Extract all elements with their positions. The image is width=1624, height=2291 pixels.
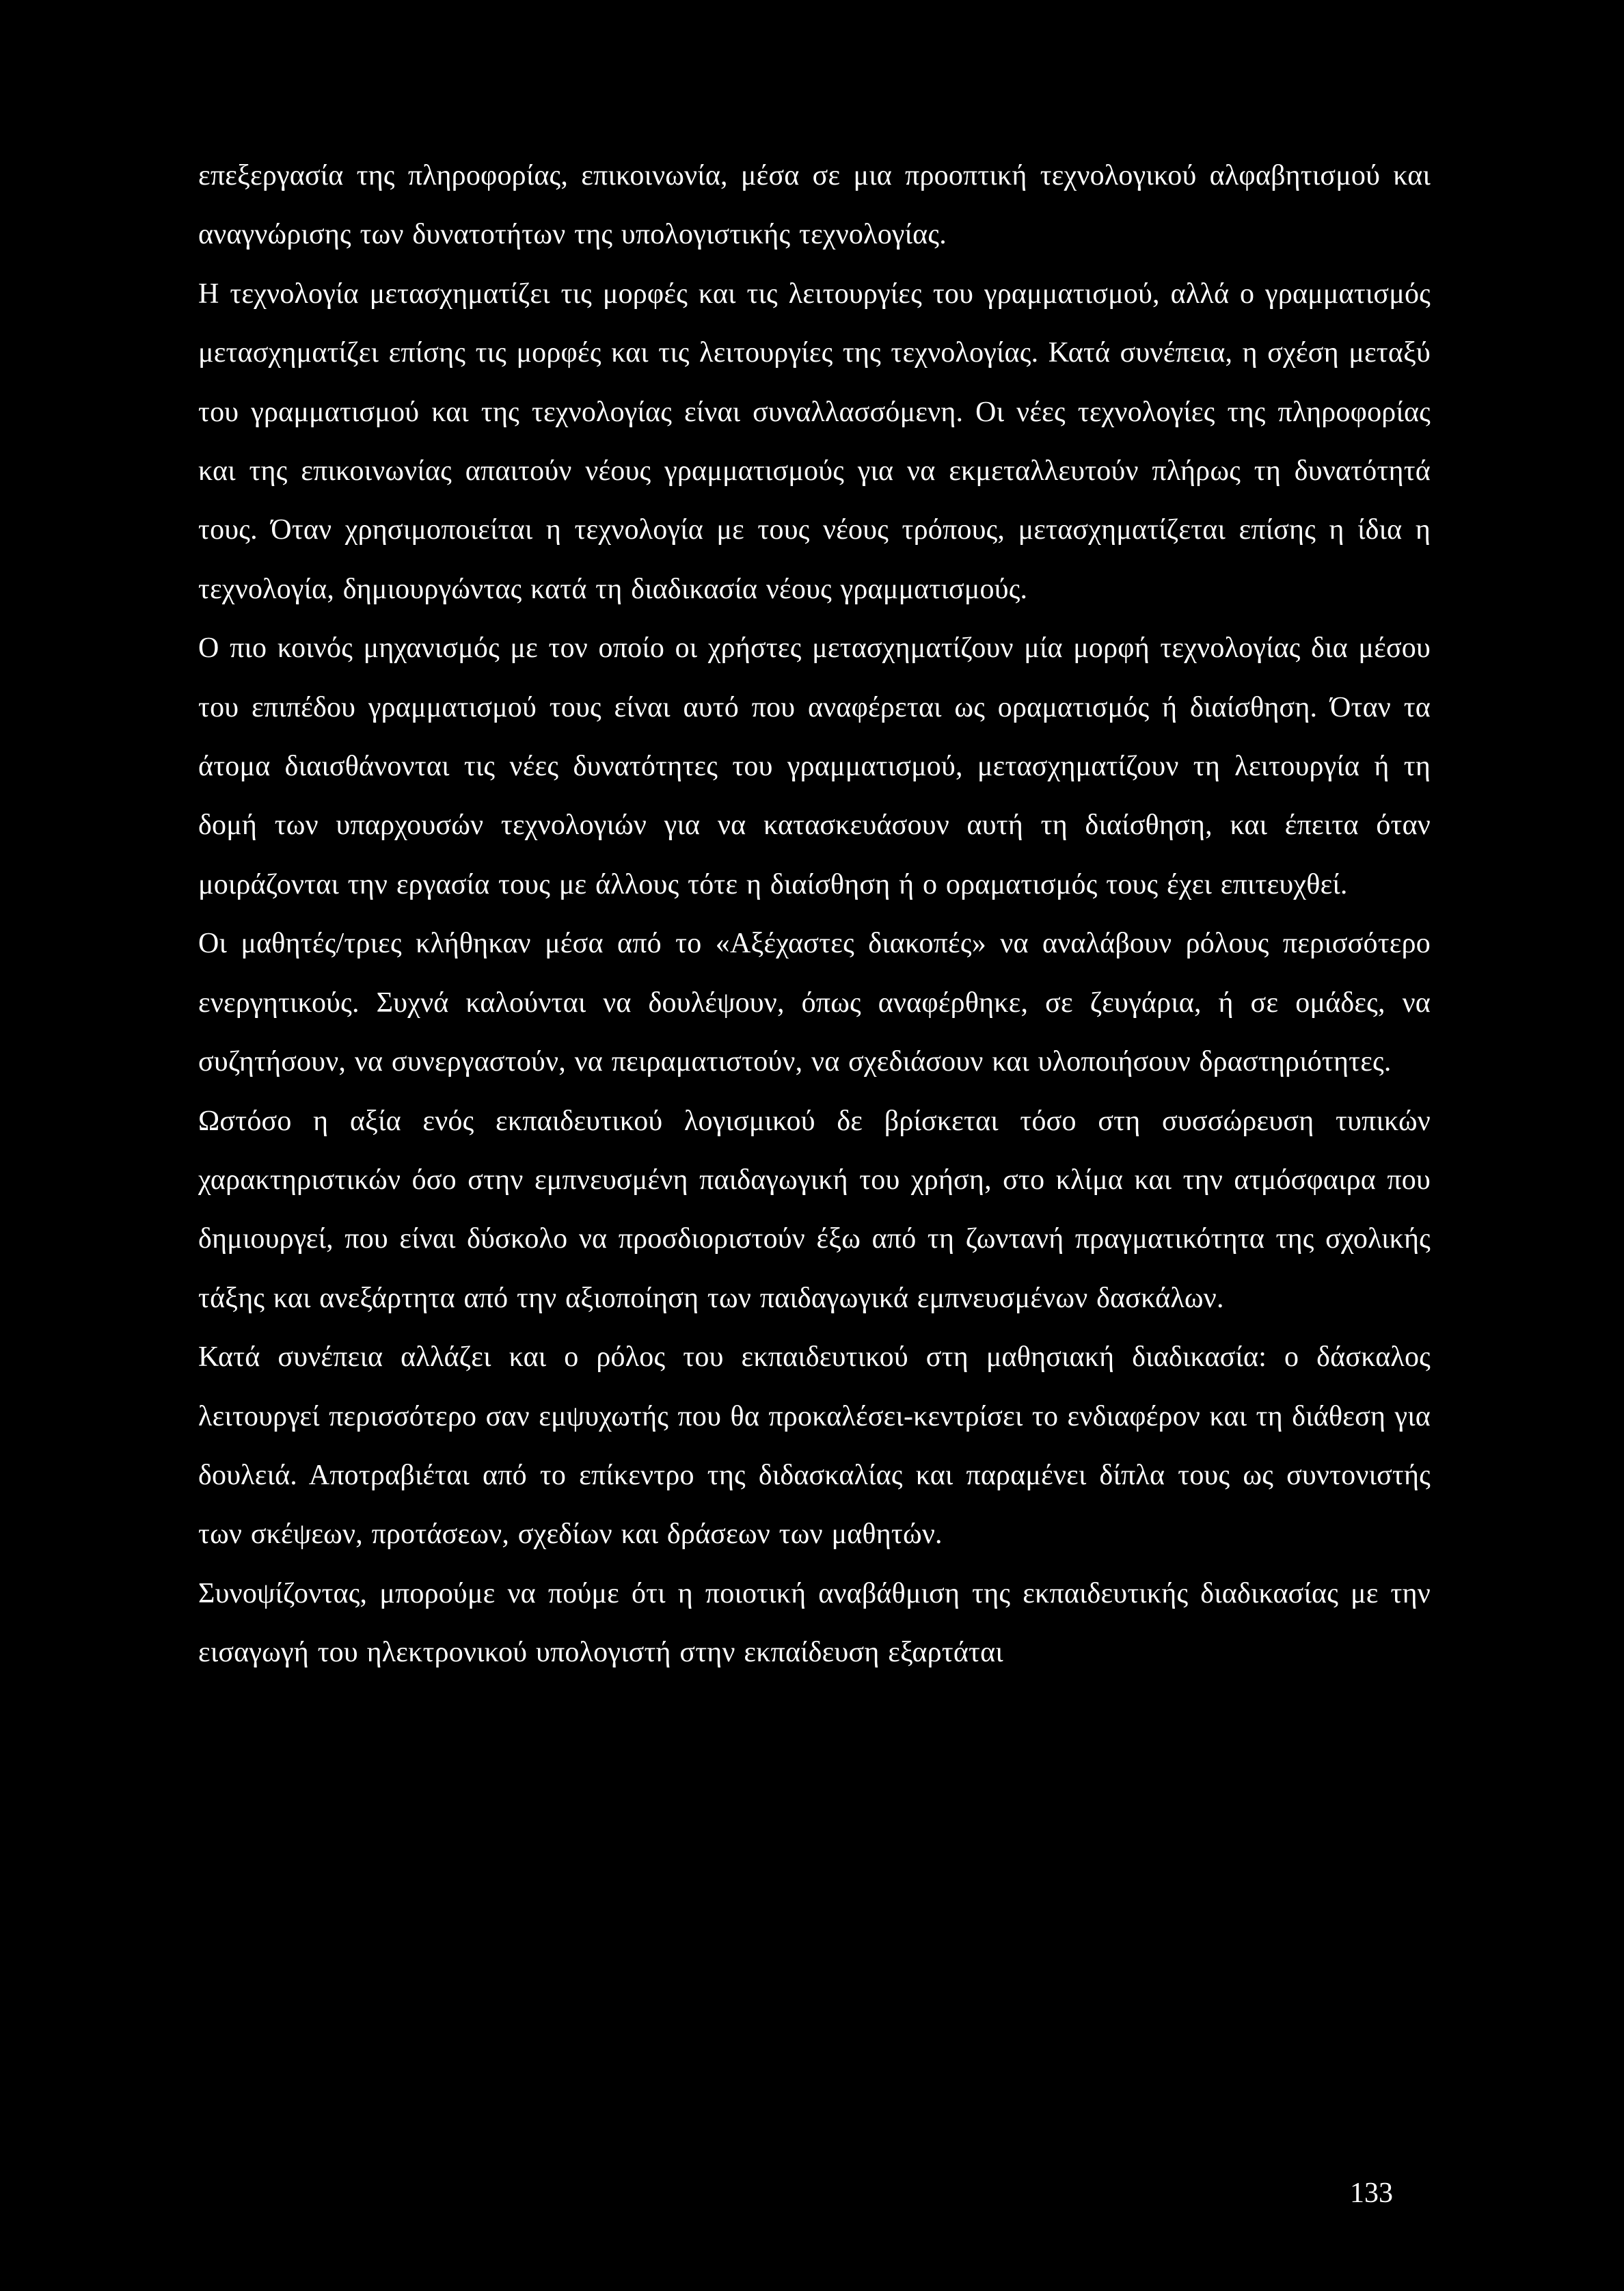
paragraph-7: Συνοψίζοντας, μπορούμε να πούμε ότι η ποιοτική αναβάθμιση της εκπαιδευτικής διαδικασίας με την εισαγωγή του ηλεκτρονικού υπολογιστή στην εκπαίδευση εξαρτάται [198,1577,1431,1669]
page-number: 133 [1350,2178,1393,2209]
paragraph-1: επεξεργασία της πληροφορίας, επικοινωνία, μέσα σε μια προοπτική τεχνολογικού αλφαβητισμού και αναγνώρισης των δυνατοτήτων της υπολογιστικής τεχνολογίας. [198,160,1431,251]
body-text [198,146,1431,1683]
paragraph-6: Κατά συνέπεια αλλάζει και ο ρόλος του εκπαιδευτικού στη μαθησιακή διαδικασία: ο δάσκαλος λειτουργεί περισσότερο σαν εμψυχωτής που θα προκαλέσει-κεντρίσει το ενδιαφέρον και τη διάθεση για δουλειά. Αποτραβιέται από το επίκεντρο της διδασκαλίας και παραμένει δίπλα τους ως συντονιστής των σκέψεων, προτάσεων, σχεδίων και δράσεων των μαθητών. [198,1341,1431,1551]
paragraph-2: Η τεχνολογία μετασχηματίζει τις μορφές και τις λειτουργίες του γραμματισμού, αλλά ο γραμματισμός μετασχηματίζει επίσης τις μορφές και τις λειτουργίες της τεχνολογίας. Κατά συνέπεια, η σχέση μεταξύ του γραμματισμού και της τεχνολογίας είναι συναλλασσόμενη. Οι νέες τεχνολογίες της πληροφορίας και της επικοινωνίας απαιτούν νέους γραμματισμούς για να εκμεταλλευτούν πλήρως τη δυνατότητά τους. Όταν χρησιμοποιείται η τεχνολογία με τους νέους τρόπους, μετασχηματίζεται επίσης η ίδια η τεχνολογία, δημιουργώντας κατά τη διαδικασία νέους γραμματισμούς. [198,278,1431,605]
paragraph-4: Οι μαθητές/τριες κλήθηκαν μέσα από το «Αξέχαστες διακοπές» να αναλάβουν ρόλους περισσότερο ενεργητικούς. Συχνά καλούνται να δουλέψουν, όπως αναφέρθηκε, σε ζευγάρια, ή σε ομάδες, να συζητήσουν, να συνεργαστούν, να πειραματιστούν, να σχεδιάσουν και υλοποιήσουν δραστηριότητες. [198,928,1431,1078]
paragraph-3: Ο πιο κοινός μηχανισμός με τον οποίο οι χρήστες μετασχηματίζουν μία μορφή τεχνολογίας δια μέσου του επιπέδου γραμματισμού τους είναι αυτό που αναφέρεται ως οραματισμός ή διαίσθηση. Όταν τα άτομα διαισθάνονται τις νέες δυνατότητες του γραμματισμού, μετασχηματίζουν τη λειτουργία ή τη δομή των υπαρχουσών τεχνολογιών για να κατασκευάσουν αυτή τη διαίσθηση, και έπειτα όταν μοιράζονται την εργασία τους με άλλους τότε η διαίσθηση ή ο οραματισμός τους έχει επιτευχθεί. [198,632,1431,900]
paragraph-5: Ωστόσο η αξία ενός εκπαιδευτικού λογισμικού δε βρίσκεται τόσο στη συσσώρευση τυπικών χαρακτηριστικών όσο στην εμπνευσμένη παιδαγωγική του χρήση, στο κλίμα και την ατμόσφαιρα που δημιουργεί, που είναι δύσκολο να προσδιοριστούν έξω από τη ζωντανή πραγματικότητα της σχολικής τάξης και ανεξάρτητα από την αξιοποίηση των παιδαγωγικά εμπνευσμένων δασκάλων. [198,1105,1431,1314]
